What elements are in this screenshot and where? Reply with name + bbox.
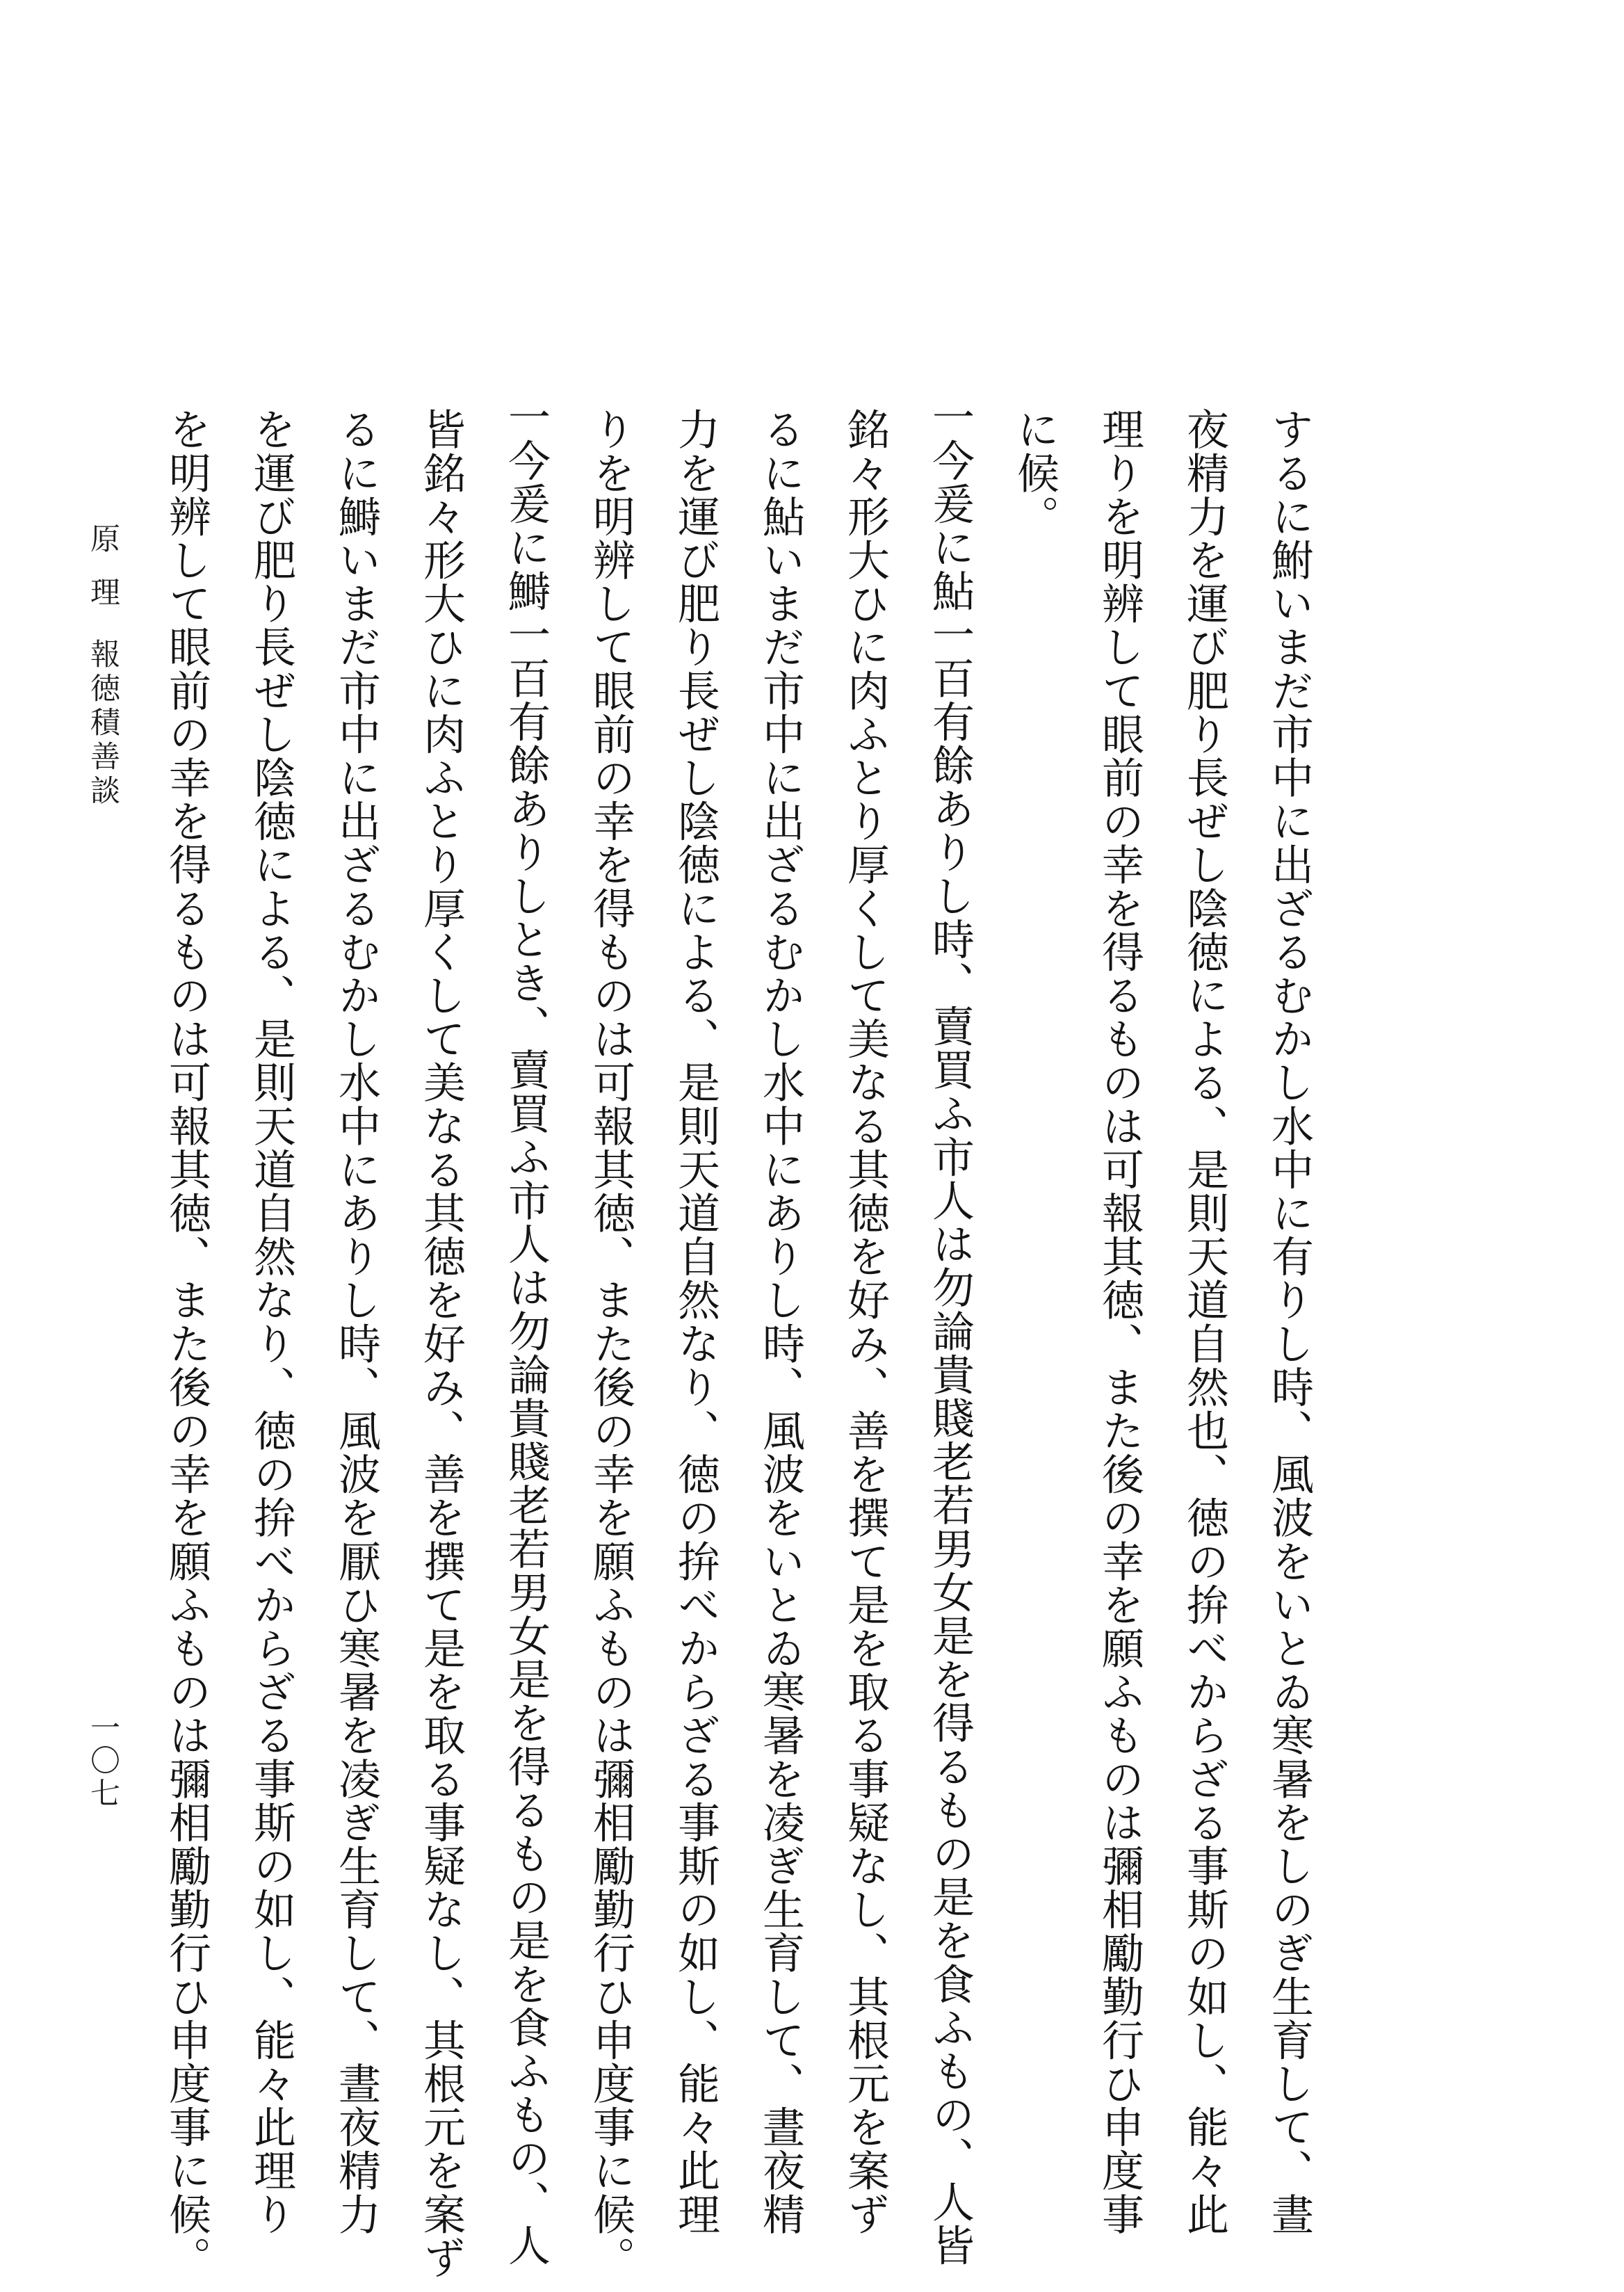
text-column-5: 一今爰に鮎一百有餘ありし時、賣買ふ市人は勿論貴賤老若男女是を得るもの是を食ふもの、人皆	[925, 395, 975, 2267]
text-column-11: 皆銘々形大ひに肉ふとり厚くして美なる其徳を好み、善を撰て是を取る事疑なし、其根元を案ず	[416, 407, 466, 2279]
text-column-10: 一今爰に鰣一百有餘ありしとき、賣買ふ市人は勿論貴賤老若男女是を得るもの是を食ふもの、人	[501, 395, 551, 2267]
text-column-3: 理りを明辨して眼前の幸を得るものは可報其徳、また後の幸を願ふものは彌相勵勤行ひ申度事	[1095, 407, 1144, 2236]
text-column-8: 力を運び肥り長ぜし陰徳による、是則天道自然なり、徳の拚べからざる事斯の如し、能々此理	[671, 407, 720, 2236]
text-column-13: を運び肥り長ぜし陰徳による、是則天道自然なり、徳の拚べからざる事斯の如し、能々此理り	[247, 407, 296, 2236]
running-head-subtitle: 報徳積善談	[86, 638, 120, 809]
text-column-2: 夜精力を運び肥り長ぜし陰徳による、是則天道自然也、徳の拚べからざる事斯の如し、能々此	[1180, 407, 1229, 2236]
text-column-1: するに鮒いまだ市中に出ざるむかし水中に有りし時、風波をいとゐ寒暑をしのぎ生育して、晝	[1265, 407, 1314, 2236]
text-column-4: に候。	[1010, 407, 1059, 538]
text-column-7: るに鮎いまだ市中に出ざるむかし水中にありし時、風波をいとゐ寒暑を凌ぎ生育して、晝夜精	[756, 407, 805, 2236]
text-column-9: りを明辨して眼前の幸を得ものは可報其徳、また後の幸を願ふものは彌相勵勤行ひ申度事に候。	[586, 407, 635, 2279]
text-column-12: るに鰣いまだ市中に出ざるむかし水中にありし時、風波を厭ひ寒暑を凌ぎ生育して、晝夜精力	[332, 407, 381, 2236]
page-number: 一〇七	[86, 1712, 120, 1810]
text-column-6: 銘々形大ひに肉ふとり厚くして美なる其徳を好み、善を撰て是を取る事疑なし、其根元を案ず	[841, 407, 890, 2236]
running-head-title: 原理	[86, 523, 120, 630]
text-column-14: を明辨して眼前の幸を得るものは可報其徳、また後の幸を願ふものは彌相勵勤行ひ申度事に候。	[162, 407, 211, 2279]
